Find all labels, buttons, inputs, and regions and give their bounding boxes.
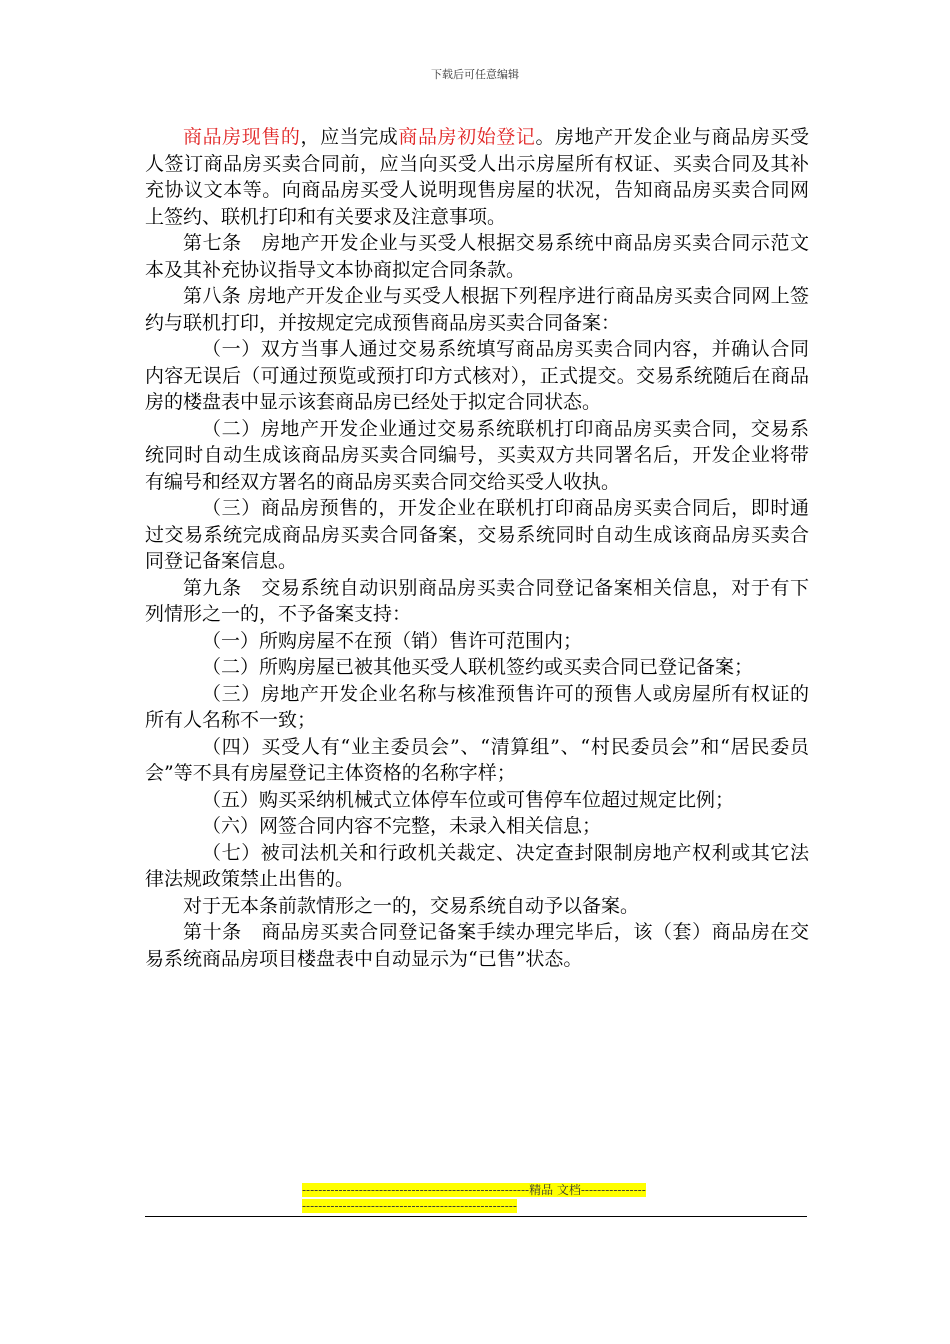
article-9-item-6: （六）网签合同内容不完整，未录入相关信息； [202,815,602,837]
article-8-item-3: （三）商品房预售的，开发企业在联机打印商品房买卖合同后，即时通过交易系统完成商品房买卖合同备案，交易系统同时自动生成该商品房买卖合同登记备案信息。 [145,497,809,572]
page-header: 下载后可任意编辑 [431,68,519,81]
article-9-item-2: （二）所购房屋已被其他买受人联机签约或买卖合同已登记备案； [202,656,754,678]
highlighted-term-initial-registration: 商品房初始登记 [398,126,536,148]
article-9-item-4: （四）买受人有“业主委员会”、“清算组”、“村民委员会”和“居民委员会”等不具有房屋登记主体资格的名称字样； [145,735,809,784]
article-8-item-1: （一）双方当事人通过交易系统填写商品房买卖合同内容，并确认合同内容无误后（可通过预览或预打印方式核对），正式提交。交易系统随后在商品房的楼盘表中显示该套商品房已经处于拟定合同状态。 [145,338,809,413]
article-8-item-2: （二）房地产开发企业通过交易系统联机打印商品房买卖合同，交易系统同时自动生成该商品房买卖合同编号，买卖双方共同署名后，开发企业将带有编号和经双方署名的商品房买卖合同交给买受人收执。 [145,417,809,493]
paragraph-text: ，应当完成 [300,126,399,148]
document-body [145,124,809,972]
footer-divider [145,1216,807,1217]
article-9: 第九条 交易系统自动识别商品房买卖合同登记备案相关信息，对于有下列情形之一的，不予备案支持： [145,576,809,625]
paragraph-spot-sale [145,124,809,230]
article-9-item-7: （七）被司法机关和行政机关裁定、决定查封限制房地产权利或其它法律法规政策禁止出售的。 [145,841,809,890]
highlighted-term-spot-sale: 商品房现售的 [183,126,301,148]
article-7: 第七条 房地产开发企业与买受人根据交易系统中商品房买卖合同示范文本及其补充协议指导文本协商拟定合同条款。 [145,232,809,281]
article-9-item-3: （三）房地产开发企业名称与核准预售许可的预售人或房屋所有权证的所有人名称不一致； [145,682,809,731]
footer-watermark [302,1182,647,1214]
article-8: 第八条 房地产开发企业与买受人根据下列程序进行商品房买卖合同网上签约与联机打印，并按规定完成预售商品房买卖合同备案： [145,285,809,334]
article-9-item-1: （一）所购房屋不在预（销）售许可范围内； [202,629,583,652]
article-10: 第十条 商品房买卖合同登记备案手续办理完毕后，该（套）商品房在交易系统商品房项目楼盘表中自动显示为“已售”状态。 [145,921,809,970]
article-9-item-5: （五）购买采纳机械式立体停车位或可售停车位超过规定比例； [202,788,735,811]
paragraph-text: 。房地产开发企业与商品房买受人签订商品房买卖合同前，应当向买受人出示房屋所有权证、买卖合同及其补充协议文本等。向商品房买受人说明现售房屋的状况，告知商品房买卖合同网上签约、联机打印和有关要求及注意事项。 [145,126,809,228]
footer-watermark-text: --------------------------------------------------------精品 文档--------------------------------------------------------------------- [302,1183,646,1213]
article-9-closing: 对于无本条前款情形之一的，交易系统自动予以备案。 [183,894,640,917]
